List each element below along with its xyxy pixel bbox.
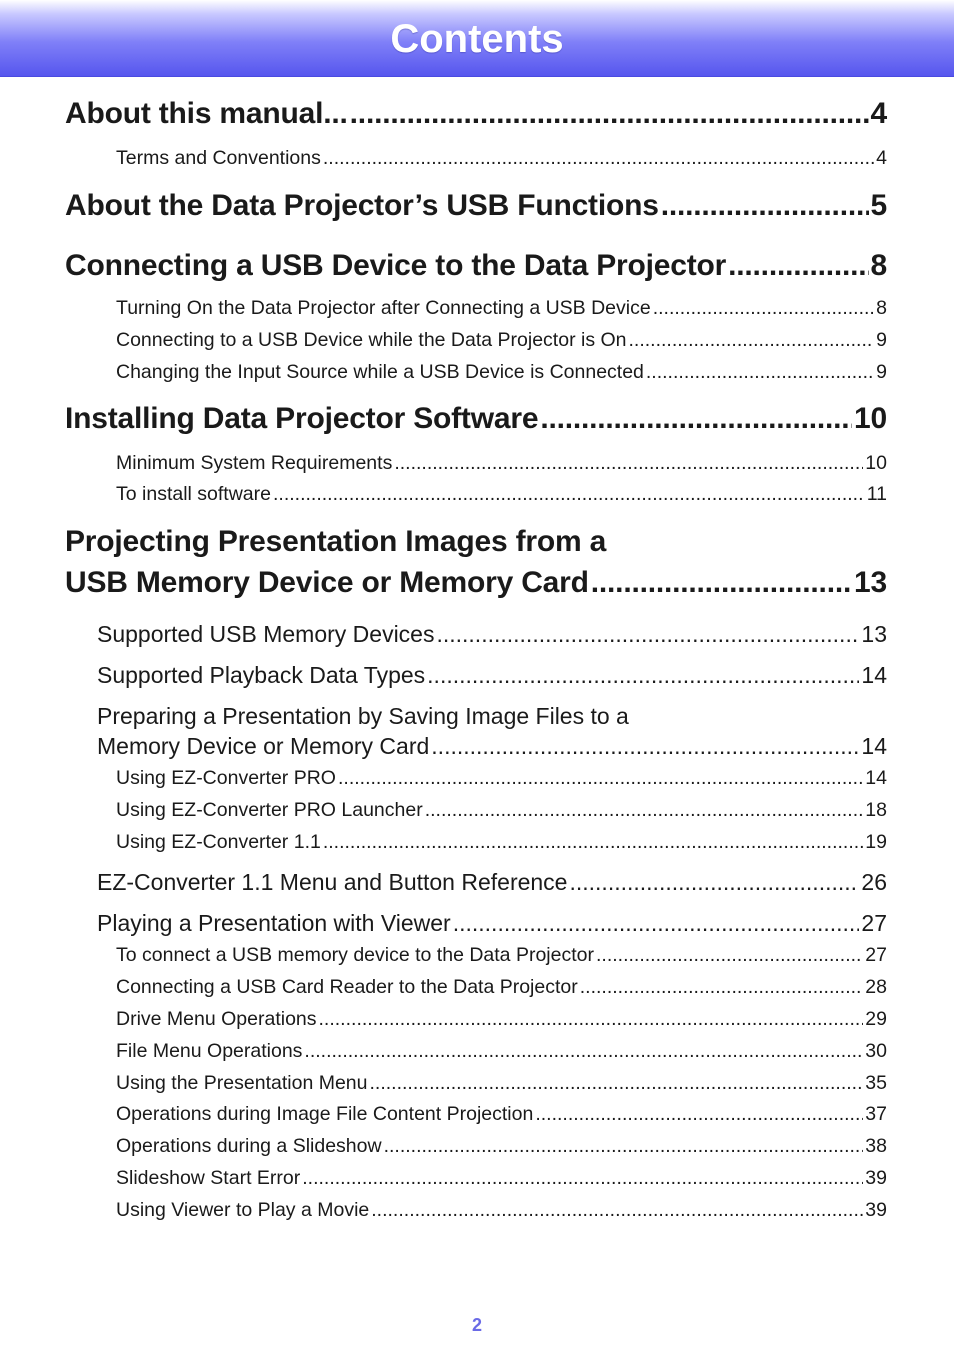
toc-entry-label: USB Memory Device or Memory Card [65, 566, 589, 599]
toc-entry-label: Operations during a Slideshow [116, 1135, 382, 1157]
toc-page-number: 13 [854, 566, 887, 599]
toc-entry-projecting-line1[interactable]: Projecting Presentation Images from a [65, 525, 607, 558]
toc-entry-label: Operations during Image File Content Projection [116, 1103, 534, 1125]
toc-entry-min-requirements[interactable] [116, 451, 887, 475]
toc-entry-label: Slideshow Start Error [116, 1167, 301, 1189]
toc-page-number: 28 [865, 976, 887, 998]
toc-page-number: 29 [865, 1008, 887, 1030]
toc-page-number: 19 [865, 831, 887, 853]
dot-leader [302, 1166, 863, 1190]
toc-page-number: 27 [865, 944, 887, 966]
toc-entry-preparing[interactable] [97, 732, 887, 760]
dot-leader [371, 1198, 863, 1222]
toc-entry-ez-pro-launcher[interactable] [116, 798, 887, 822]
toc-entry-drive-menu[interactable] [116, 1007, 887, 1031]
toc-page-number: 30 [865, 1040, 887, 1062]
dot-leader [436, 620, 859, 648]
toc-entry-label: Turning On the Data Projector after Connecting a USB Device [116, 297, 651, 319]
toc-entry-presentation-menu[interactable] [116, 1071, 887, 1095]
toc-entry-label: Drive Menu Operations [116, 1008, 317, 1030]
dot-leader [453, 909, 860, 937]
dot-leader [653, 296, 874, 320]
toc-entry-label: EZ-Converter 1.1 Menu and Button Reference [97, 869, 568, 895]
toc-page-number: 18 [865, 799, 887, 821]
toc-entry-file-menu[interactable] [116, 1039, 887, 1063]
dot-leader [596, 943, 863, 967]
toc-entry-label: Changing the Input Source while a USB Device is Connected [116, 361, 644, 383]
toc-page-number: 37 [865, 1103, 887, 1125]
toc-entry-slideshow-ops[interactable] [116, 1134, 887, 1158]
toc-page-number: 10 [854, 402, 887, 435]
dot-leader [323, 146, 874, 170]
dot-leader [540, 401, 852, 437]
toc-page-number: 5 [870, 189, 887, 222]
toc-entry-label: Playing a Presentation with Viewer [97, 910, 451, 936]
toc-entry-ez-11[interactable] [116, 830, 887, 854]
dot-leader [629, 328, 875, 352]
dot-leader [384, 1134, 864, 1158]
toc-page-number: 14 [861, 662, 887, 688]
dot-leader [431, 732, 859, 760]
toc-page-number: 9 [876, 361, 887, 383]
toc-entry-label: Supported USB Memory Devices [97, 621, 435, 647]
toc-entry-usb-functions[interactable] [65, 188, 887, 224]
toc-page-number: 13 [861, 621, 887, 647]
toc-entry-turning-on[interactable] [116, 296, 887, 320]
toc-page-number: 38 [865, 1135, 887, 1157]
toc-entry-about-manual[interactable] [65, 96, 887, 132]
dot-leader [580, 975, 864, 999]
page-title: Contents [390, 17, 564, 61]
toc-page-number: 26 [861, 869, 887, 895]
toc-entry-card-reader[interactable] [116, 975, 887, 999]
toc-page-number: 10 [865, 452, 887, 474]
toc-entry-label: Terms and Conventions [116, 147, 321, 169]
toc-entry-ez-pro[interactable] [116, 766, 887, 790]
dot-leader [427, 661, 859, 689]
toc-entry-label: Connecting to a USB Device while the Data Projector is On [116, 329, 627, 351]
toc-entry-label: Supported Playback Data Types [97, 662, 426, 688]
toc-entry-label: Using EZ-Converter PRO Launcher [116, 799, 423, 821]
toc-entry-connecting-usb[interactable] [65, 248, 887, 284]
toc-page-number: 11 [866, 483, 887, 505]
dot-leader [425, 798, 864, 822]
toc-entry-connecting-while-on[interactable] [116, 328, 887, 352]
dot-leader [728, 248, 868, 284]
toc-entry-supported-usb[interactable] [97, 620, 887, 648]
toc-entry-label: File Menu Operations [116, 1040, 303, 1062]
toc-entry-label: Memory Device or Memory Card [97, 733, 430, 759]
toc-page-number: 8 [876, 297, 887, 319]
toc-entry-label: Connecting a USB Device to the Data Projector [65, 249, 727, 282]
dot-leader [338, 766, 863, 790]
toc-page-number: 39 [865, 1199, 887, 1221]
toc-entry-label: Using EZ-Converter 1.1 [116, 831, 321, 853]
dot-leader [394, 451, 863, 475]
toc-entry-label: Installing Data Projector Software [65, 402, 539, 435]
toc-page-number: 39 [865, 1167, 887, 1189]
dot-leader [661, 188, 869, 224]
toc-entry-label: Minimum System Requirements [116, 452, 393, 474]
toc-entry-label: Using Viewer to Play a Movie [116, 1199, 370, 1221]
dot-leader [591, 565, 852, 601]
dot-leader [369, 1071, 863, 1095]
toc-entry-viewer-movie[interactable] [116, 1198, 887, 1222]
page-number: 2 [471, 1315, 482, 1335]
toc-page-number: 4 [876, 147, 887, 169]
toc-entry-terms-conventions[interactable] [116, 146, 887, 170]
toc-entry-playing-viewer[interactable] [97, 909, 887, 937]
toc-entry-image-file-projection[interactable] [116, 1102, 887, 1126]
toc-entry-label: To connect a USB memory device to the Data Projector [116, 944, 594, 966]
toc-entry-label: Using EZ-Converter PRO [116, 767, 336, 789]
dot-leader [569, 868, 859, 896]
toc-entry-connect-usb-memory[interactable] [116, 943, 887, 967]
contents-banner [0, 0, 954, 77]
toc-entry-changing-input[interactable] [116, 360, 887, 384]
dot-leader [535, 1102, 863, 1126]
toc-page-number: 8 [870, 249, 887, 282]
toc-page-number: 14 [861, 733, 887, 759]
toc-entry-slideshow-error[interactable] [116, 1166, 887, 1190]
dot-leader [323, 830, 863, 854]
toc-entry-label: Using the Presentation Menu [116, 1072, 368, 1094]
dot-leader [319, 1007, 864, 1031]
toc-entry-label: About this manual... [65, 97, 348, 130]
toc-page-number: 4 [870, 97, 887, 130]
toc-entry-label: To install software [116, 483, 271, 505]
dot-leader [304, 1039, 863, 1063]
toc-page-number: 14 [865, 767, 887, 789]
toc-page-number: 27 [861, 910, 887, 936]
toc-page-number: 9 [876, 329, 887, 351]
toc-entry-label: Connecting a USB Card Reader to the Data Projector [116, 976, 578, 998]
dot-leader [273, 482, 865, 506]
toc-entry-preparing-line1[interactable]: Preparing a Presentation by Saving Image Files to a [97, 703, 629, 729]
dot-leader [350, 96, 869, 132]
toc-entry-ez-menu-ref[interactable] [97, 868, 887, 896]
dot-leader [646, 360, 874, 384]
toc-entry-label: About the Data Projector’s USB Functions [65, 189, 659, 222]
toc-page-number: 35 [865, 1072, 887, 1094]
toc-entry-to-install[interactable] [116, 482, 887, 506]
toc-entry-projecting[interactable] [65, 565, 887, 601]
toc-entry-supported-playback[interactable] [97, 661, 887, 689]
toc-entry-installing-software[interactable] [65, 401, 887, 437]
